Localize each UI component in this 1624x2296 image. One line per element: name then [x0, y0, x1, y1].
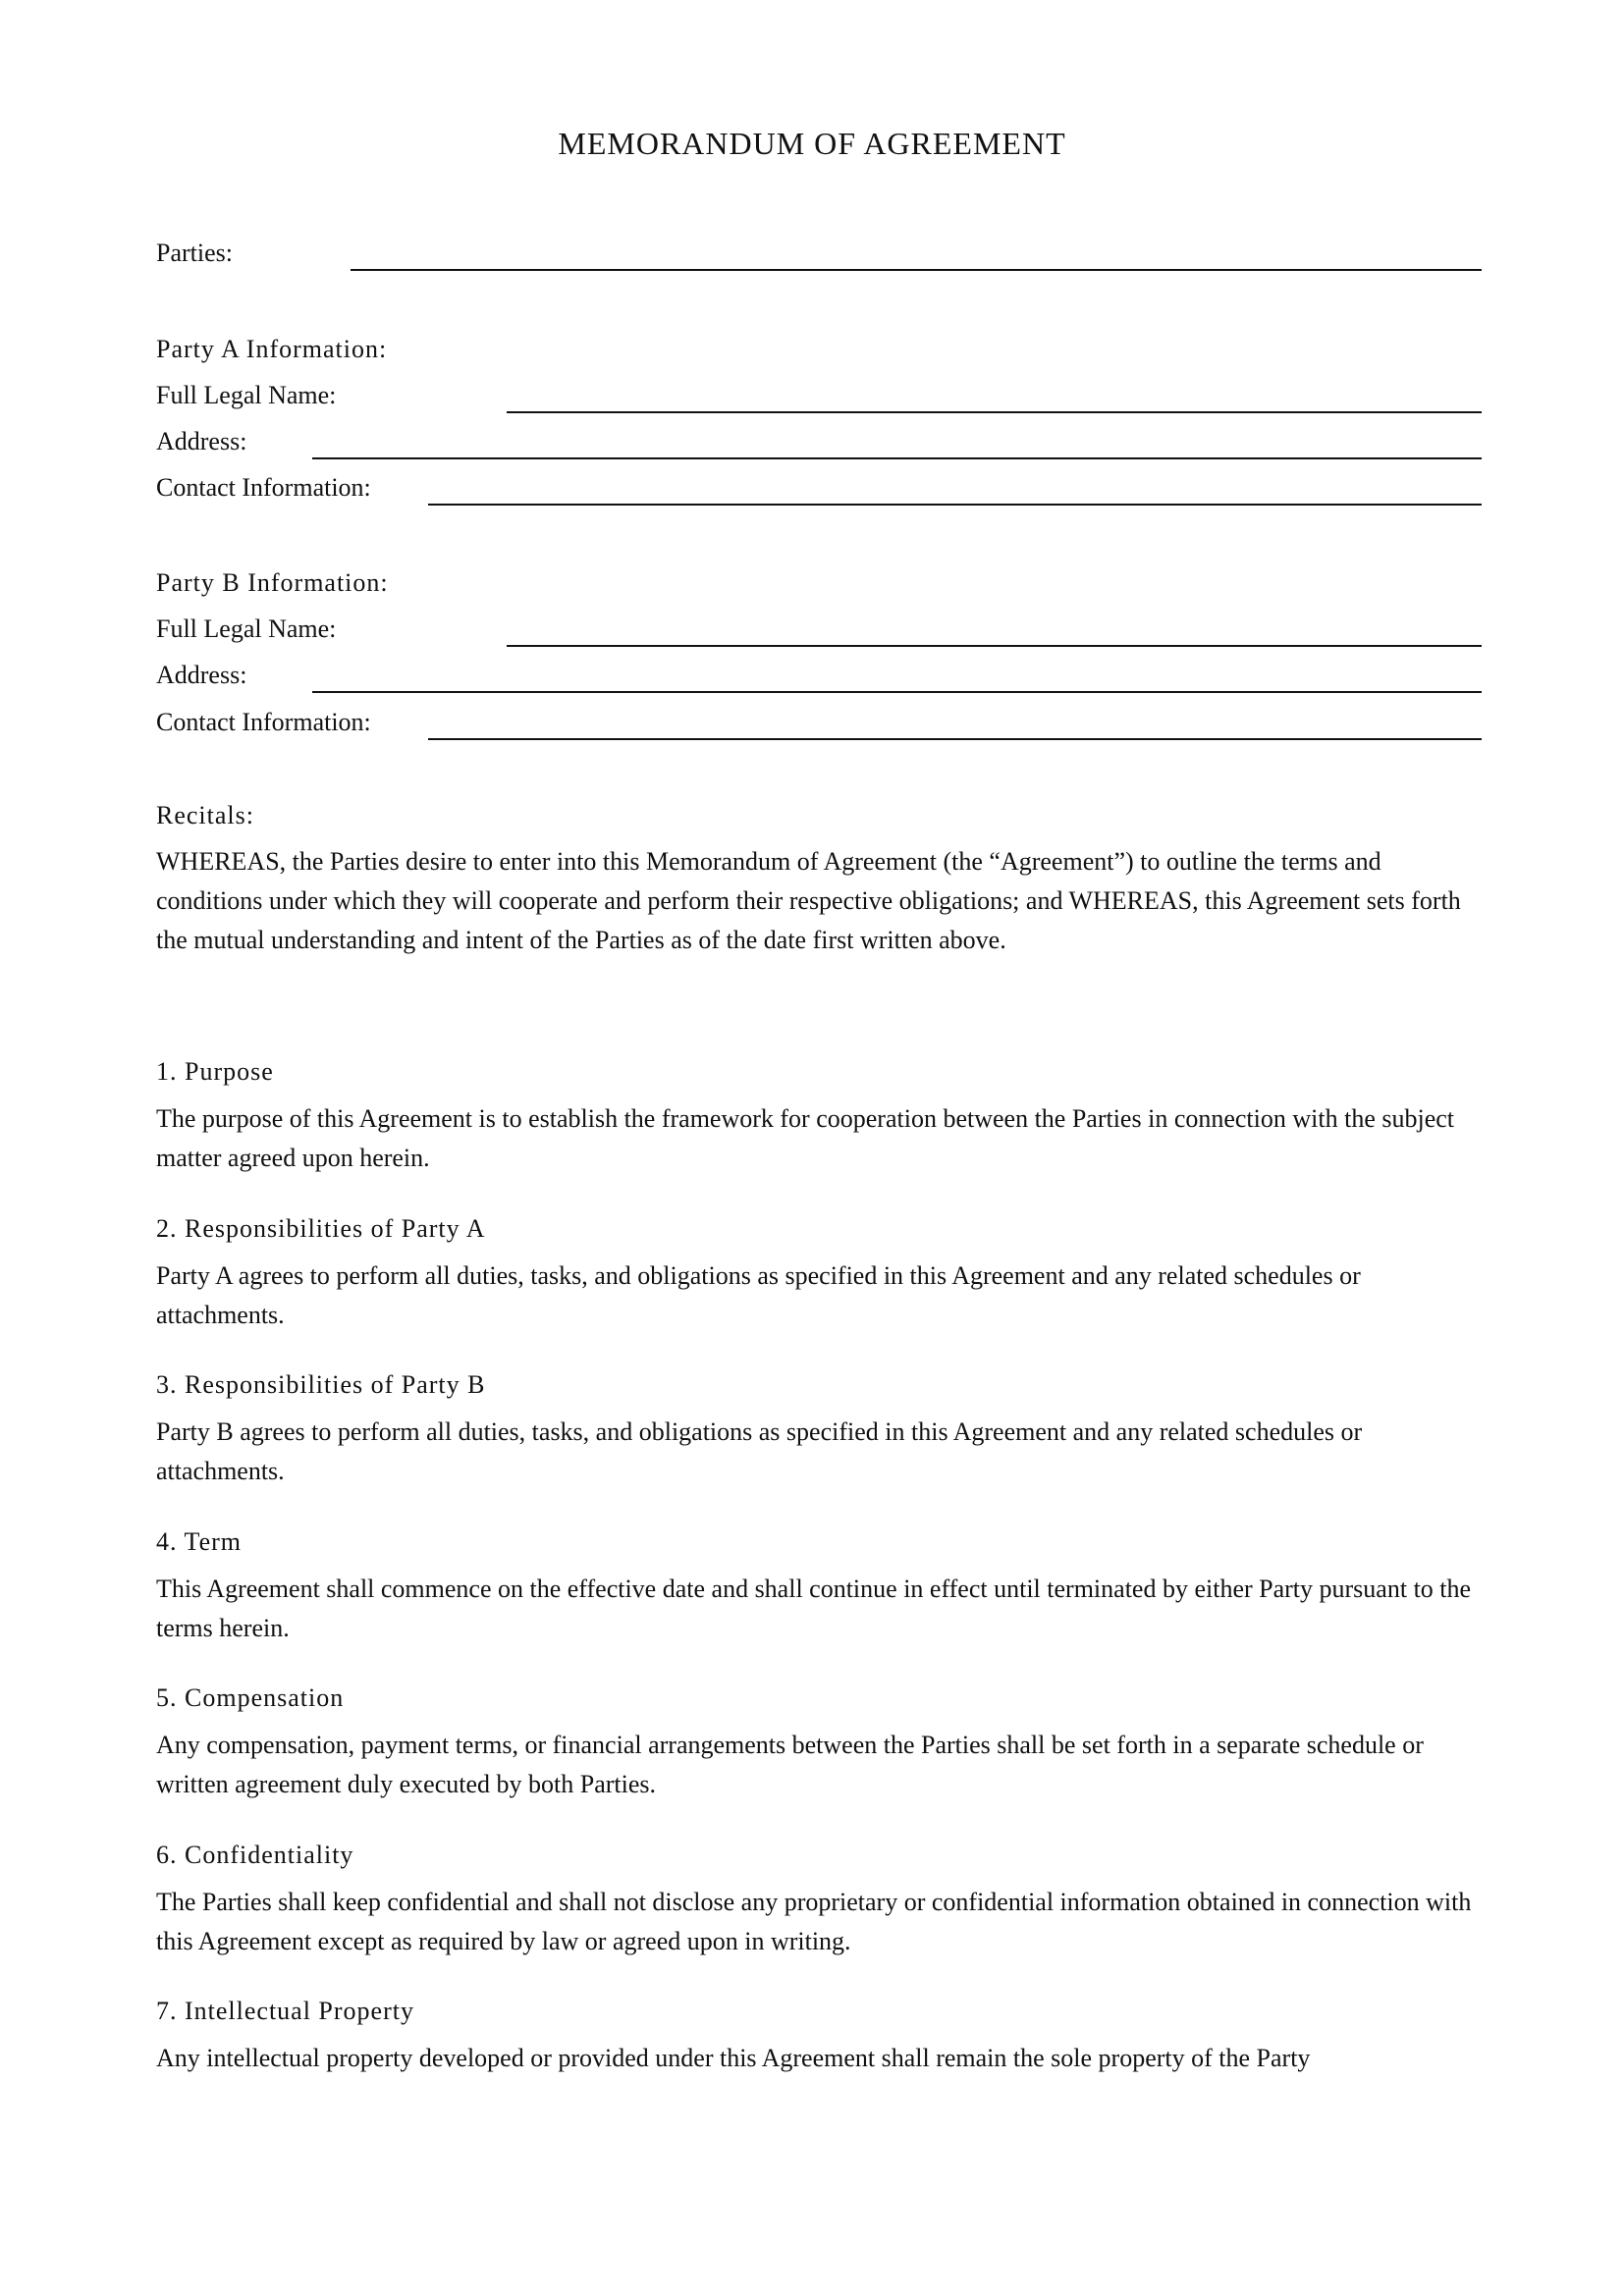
party-b-full-legal-name-label: Full Legal Name: [156, 614, 337, 643]
recitals-heading: Recitals: [156, 801, 254, 829]
document-title: MEMORANDUM OF AGREEMENT [558, 126, 1066, 161]
section-compensation-body: Any compensation, payment terms, or financial arrangements between the Parties shall be set forth in a separate schedule or written agreement duly executed by both Parties. [156, 1731, 1424, 1798]
section-term-body: This Agreement shall commence on the effective date and shall continue in effect until terminated by either Party pursuant to the terms herein. [156, 1575, 1472, 1642]
section-confidentiality-body: The Parties shall keep confidential and shall not disclose any proprietary or confidential information obtained in connection with this Agreement except as required by law or agreed upon in writing. [156, 1888, 1472, 1955]
recitals-body: WHEREAS, the Parties desire to enter into this Memorandum of Agreement (the “Agreement”) to outline the terms and conditions under which they will cooperate and perform their respective obligations; and WHEREAS, this Agreement sets forth the mutual understanding and intent of the Parties as of the date first written above. [156, 847, 1461, 954]
party-b-address-field [156, 658, 1482, 697]
section-party-a-responsibilities-heading: 2. Responsibilities of Party A [156, 1214, 486, 1243]
section-intellectual-property-body: Any intellectual property developed or provided under this Agreement shall remain the sole property of the Party [156, 2044, 1311, 2072]
party-b-contact-information-label: Contact Information: [156, 708, 371, 736]
party-a-full-legal-name-label: Full Legal Name: [156, 381, 337, 409]
section-compensation-heading: 5. Compensation [156, 1683, 345, 1712]
party-a-contact-information-line[interactable] [428, 504, 1482, 506]
parties-label: Parties: [156, 239, 233, 267]
party-b-address-label: Address: [156, 661, 247, 689]
party-a-contact-information-label: Contact Information: [156, 473, 371, 502]
party-b-heading: Party B Information: [156, 568, 389, 597]
section-purpose-body: The purpose of this Agreement is to establish the framework for cooperation between the Parties in connection with the subject matter agreed upon herein. [156, 1104, 1455, 1172]
section-term-heading: 4. Term [156, 1527, 243, 1556]
party-b-contact-information-line[interactable] [428, 738, 1482, 740]
section-confidentiality-heading: 6. Confidentiality [156, 1841, 354, 1869]
party-b-address-line[interactable] [312, 691, 1482, 693]
party-b-contact-information-field [156, 705, 1482, 744]
party-a-address-field [156, 424, 1482, 463]
section-party-b-responsibilities-heading: 3. Responsibilities of Party B [156, 1370, 486, 1399]
section-purpose-heading: 1. Purpose [156, 1057, 274, 1086]
party-a-full-legal-name-field [156, 378, 1482, 417]
party-a-full-legal-name-line[interactable] [507, 411, 1482, 413]
party-a-address-line[interactable] [312, 457, 1482, 459]
party-b-full-legal-name-field [156, 612, 1482, 651]
party-a-contact-information-field [156, 470, 1482, 509]
section-intellectual-property-heading: 7. Intellectual Property [156, 1997, 414, 2025]
parties-field [156, 236, 1482, 275]
party-a-heading: Party A Information: [156, 335, 388, 363]
section-party-a-responsibilities-body: Party A agrees to perform all duties, tasks, and obligations as specified in this Agreement and any related schedules or attachments. [156, 1261, 1361, 1329]
party-a-address-label: Address: [156, 427, 247, 455]
parties-input-line[interactable] [351, 269, 1482, 271]
party-b-full-legal-name-line[interactable] [507, 645, 1482, 647]
section-party-b-responsibilities-body: Party B agrees to perform all duties, tasks, and obligations as specified in this Agreement and any related schedules or attachments. [156, 1417, 1363, 1485]
